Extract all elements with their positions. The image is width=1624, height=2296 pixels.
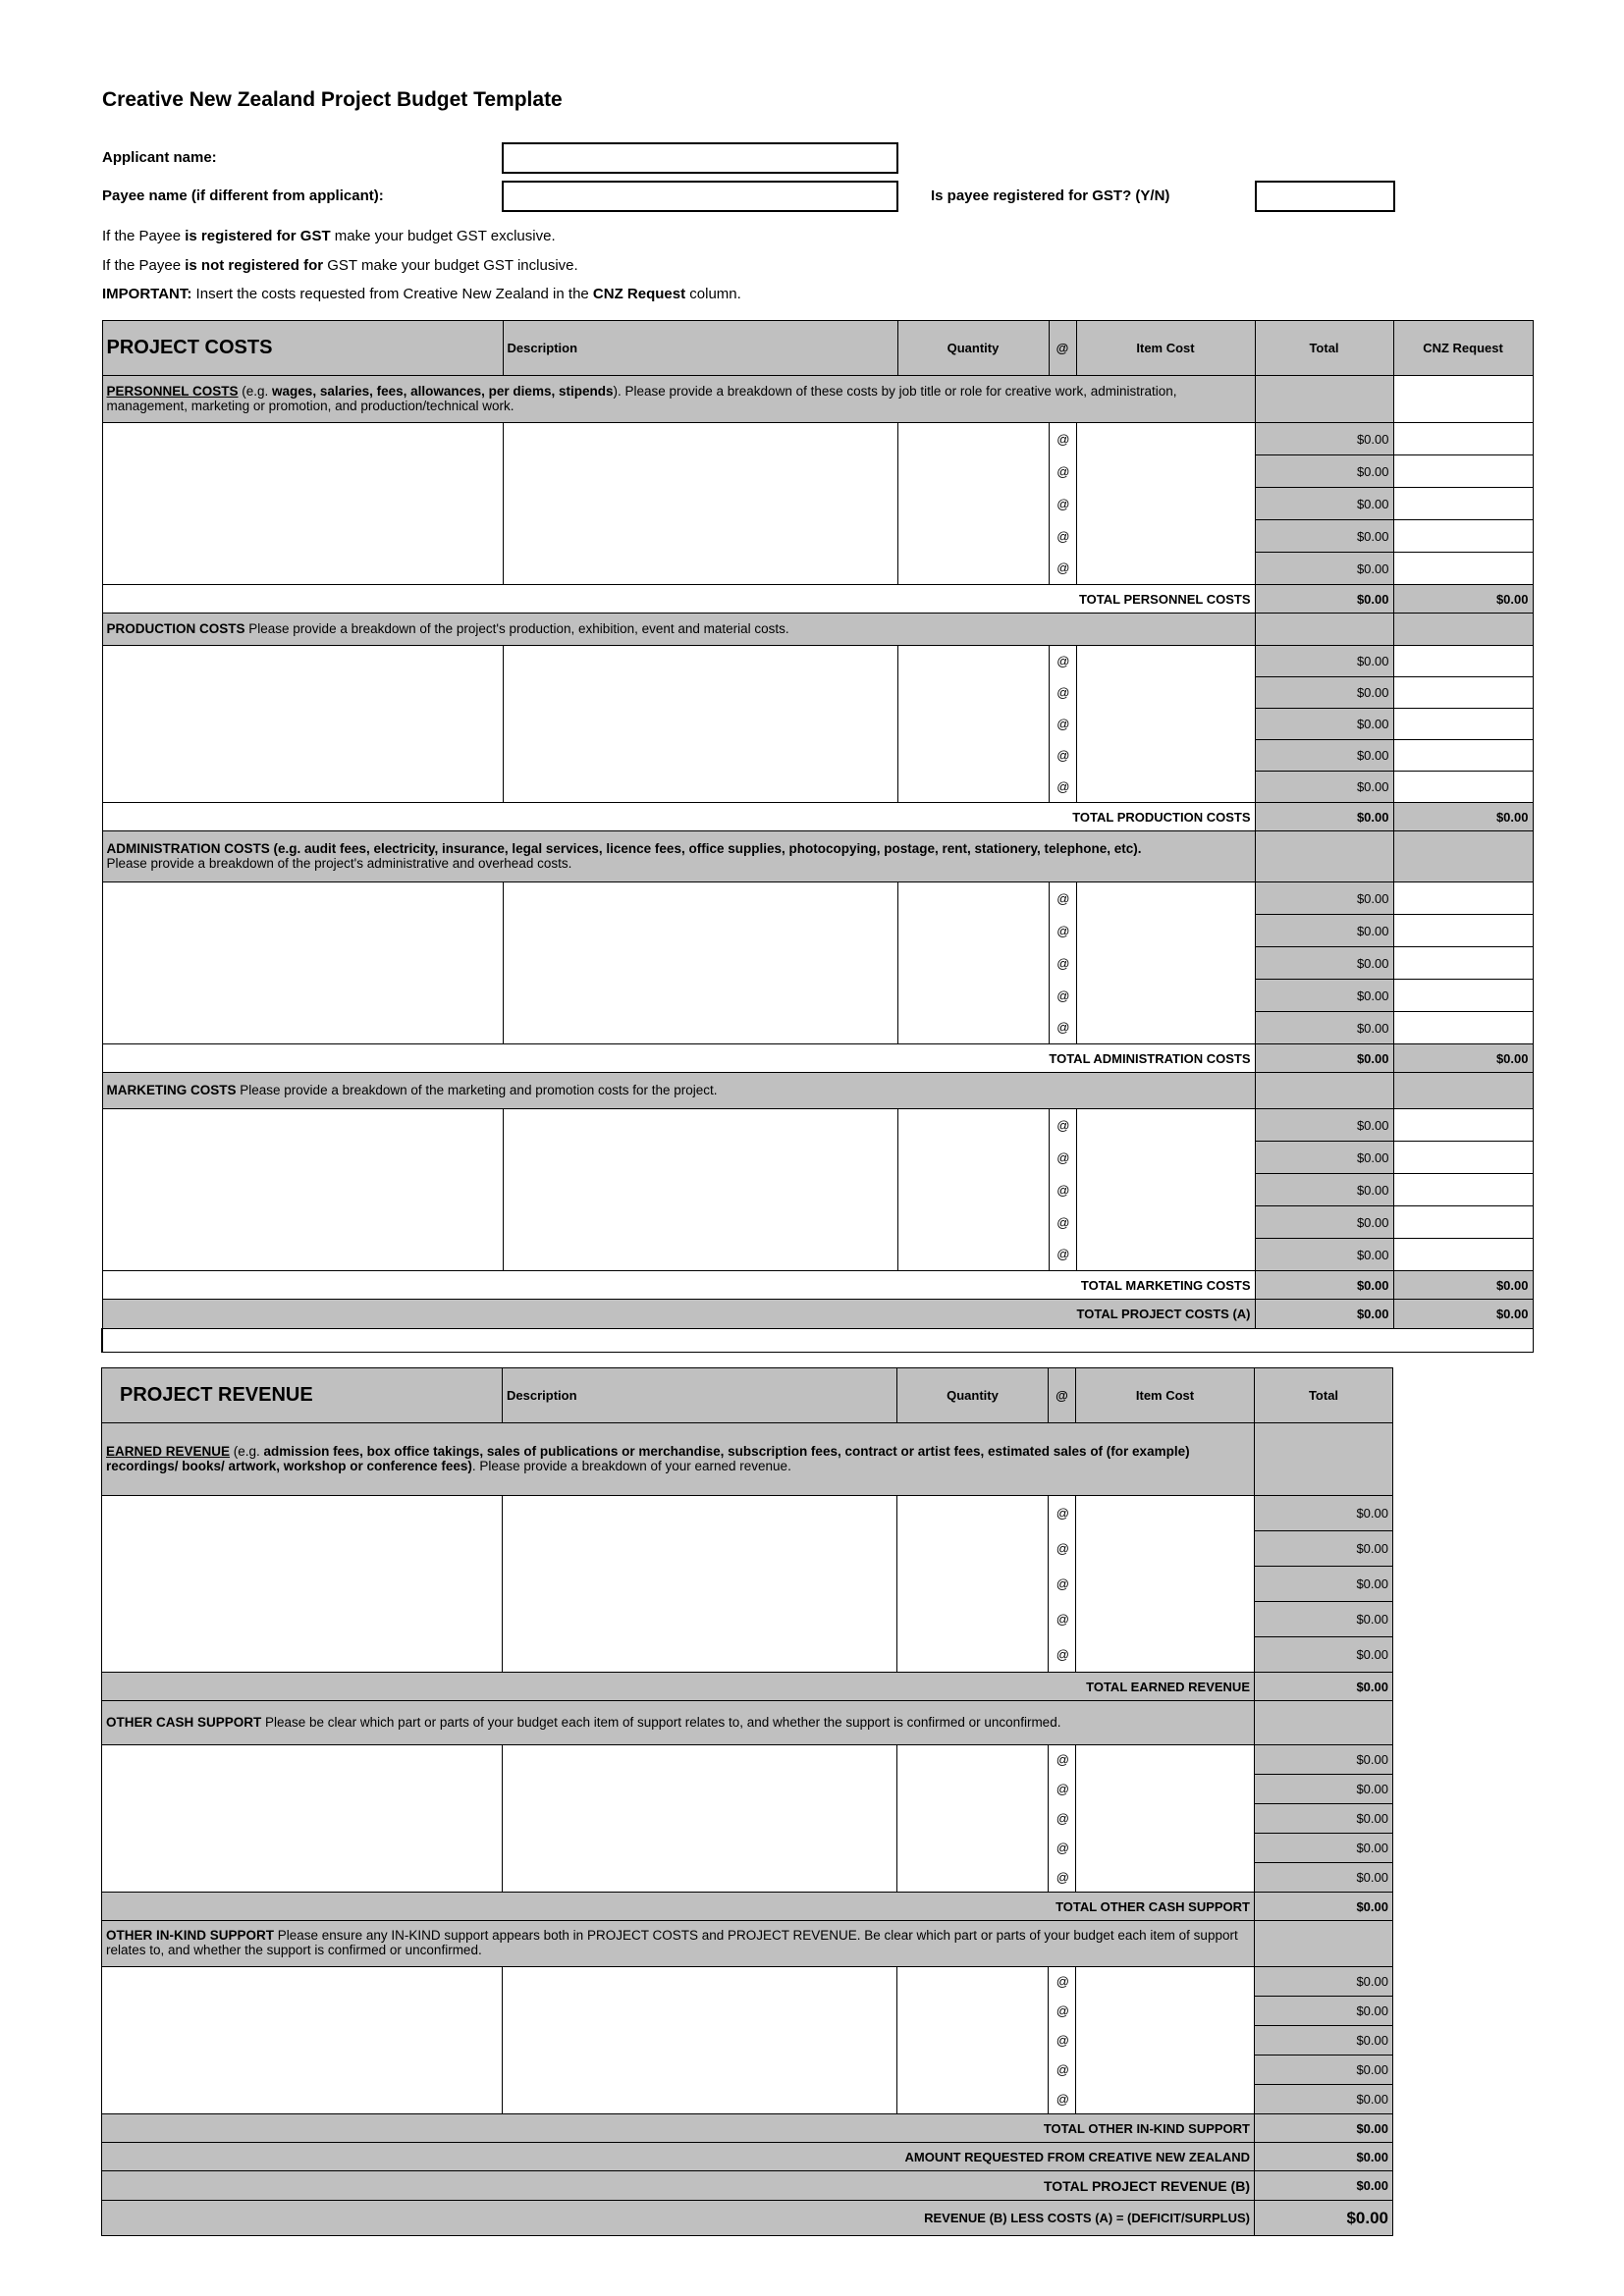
earned-item-input[interactable] xyxy=(102,1496,503,1673)
line-total: $0.00 xyxy=(1255,1804,1393,1834)
at-symbol: @ xyxy=(1049,740,1076,772)
personnel-item-input[interactable] xyxy=(102,423,503,585)
applicant-name-label: Applicant name: xyxy=(102,149,217,166)
production-item-input[interactable] xyxy=(102,646,503,803)
line-total: $0.00 xyxy=(1255,1531,1393,1567)
cnz-request-input[interactable] xyxy=(1393,1109,1533,1142)
line-total: $0.00 xyxy=(1255,677,1393,709)
administration-item-input[interactable] xyxy=(102,882,503,1044)
marketing-quantity-input[interactable] xyxy=(897,1109,1049,1271)
cnz-request-input[interactable] xyxy=(1393,882,1533,915)
line-total: $0.00 xyxy=(1255,2026,1393,2056)
at-symbol: @ xyxy=(1049,1109,1076,1142)
line-total: $0.00 xyxy=(1255,1834,1393,1863)
project-revenue-title: PROJECT REVENUE xyxy=(102,1368,503,1423)
at-symbol: @ xyxy=(1049,1602,1076,1637)
earned-revenue-description: EARNED REVENUE (e.g. admission fees, box office takings, sales of publications or merchandise, subscription fees, contract or artist fees, estimated sales of (for example) recordings/ books/ artwork, workshop or conference fees). Please provide a breakdown of your earned revenue. xyxy=(102,1423,1255,1496)
total-personnel-value: $0.00 xyxy=(1255,585,1393,614)
applicant-name-input[interactable] xyxy=(502,142,898,174)
total-other-cash-value: $0.00 xyxy=(1255,1893,1393,1921)
personnel-description-input[interactable] xyxy=(503,423,897,585)
administration-item-cost-input[interactable] xyxy=(1076,882,1255,1044)
total-marketing-label: TOTAL MARKETING COSTS xyxy=(102,1271,1255,1300)
at-symbol: @ xyxy=(1049,1997,1076,2026)
line-total: $0.00 xyxy=(1255,1997,1393,2026)
col-at: @ xyxy=(1049,321,1076,376)
line-total: $0.00 xyxy=(1255,1775,1393,1804)
total-production-cnz: $0.00 xyxy=(1393,803,1533,831)
line-total: $0.00 xyxy=(1255,455,1393,488)
line-total: $0.00 xyxy=(1255,1174,1393,1206)
cnz-request-input[interactable] xyxy=(1393,488,1533,520)
at-symbol: @ xyxy=(1049,1239,1076,1271)
at-symbol: @ xyxy=(1049,915,1076,947)
line-total: $0.00 xyxy=(1255,947,1393,980)
col-quantity: Quantity xyxy=(897,321,1049,376)
earned-description-input[interactable] xyxy=(503,1496,897,1673)
personnel-quantity-input[interactable] xyxy=(897,423,1049,585)
gst-note-registered: If the Payee is registered for GST make your budget GST exclusive. xyxy=(102,228,556,244)
cnz-request-input[interactable] xyxy=(1393,1239,1533,1271)
gst-registered-input[interactable] xyxy=(1255,181,1395,212)
personnel-costs-description: PERSONNEL COSTS (e.g. wages, salaries, fees, allowances, per diems, stipends). Please provide a breakdown of these costs by job title or role for creative work, administration, management, marketing or promotion, and production/technical work. xyxy=(102,376,1255,423)
marketing-item-input[interactable] xyxy=(102,1109,503,1271)
line-total: $0.00 xyxy=(1255,740,1393,772)
cash-item-input[interactable] xyxy=(102,1745,503,1893)
other-cash-support-description: OTHER CASH SUPPORT Please be clear which part or parts of your budget each item of support relates to, and whether the support is confirmed or unconfirmed. xyxy=(102,1701,1255,1745)
cnz-request-input[interactable] xyxy=(1393,677,1533,709)
marketing-description-input[interactable] xyxy=(503,1109,897,1271)
line-total: $0.00 xyxy=(1255,1012,1393,1044)
total-production-label: TOTAL PRODUCTION COSTS xyxy=(102,803,1255,831)
cnz-request-input[interactable] xyxy=(1393,646,1533,677)
deficit-surplus-label: REVENUE (B) LESS COSTS (A) = (DEFICIT/SURPLUS) xyxy=(102,2201,1255,2236)
at-symbol: @ xyxy=(1049,1967,1076,1997)
production-quantity-input[interactable] xyxy=(897,646,1049,803)
total-administration-cnz: $0.00 xyxy=(1393,1044,1533,1073)
deficit-surplus-value: $0.00 xyxy=(1255,2201,1393,2236)
inkind-item-input[interactable] xyxy=(102,1967,503,2114)
line-total: $0.00 xyxy=(1255,1206,1393,1239)
inkind-item-cost-input[interactable] xyxy=(1076,1967,1255,2114)
at-symbol: @ xyxy=(1049,488,1076,520)
line-total: $0.00 xyxy=(1255,1637,1393,1673)
line-total: $0.00 xyxy=(1255,1745,1393,1775)
administration-description-input[interactable] xyxy=(503,882,897,1044)
inkind-description-input[interactable] xyxy=(503,1967,897,2114)
cnz-request-input[interactable] xyxy=(1393,740,1533,772)
at-symbol: @ xyxy=(1049,2056,1076,2085)
total-earned-value: $0.00 xyxy=(1255,1673,1393,1701)
line-total: $0.00 xyxy=(1255,1967,1393,1997)
at-symbol: @ xyxy=(1049,1637,1076,1673)
line-total: $0.00 xyxy=(1255,1567,1393,1602)
at-symbol: @ xyxy=(1049,2085,1076,2114)
production-item-cost-input[interactable] xyxy=(1076,646,1255,803)
at-symbol: @ xyxy=(1049,1531,1076,1567)
production-costs-description: PRODUCTION COSTS Please provide a breakdown of the project's production, exhibition, event and material costs. xyxy=(102,614,1255,646)
line-total: $0.00 xyxy=(1255,1602,1393,1637)
cash-item-cost-input[interactable] xyxy=(1076,1745,1255,1893)
total-personnel-cnz: $0.00 xyxy=(1393,585,1533,614)
total-project-costs-label: TOTAL PROJECT COSTS (A) xyxy=(102,1300,1255,1329)
marketing-costs-description: MARKETING COSTS Please provide a breakdown of the marketing and promotion costs for the project. xyxy=(102,1073,1255,1109)
line-total: $0.00 xyxy=(1255,1863,1393,1893)
at-symbol: @ xyxy=(1049,2026,1076,2056)
total-personnel-label: TOTAL PERSONNEL COSTS xyxy=(102,585,1255,614)
at-symbol: @ xyxy=(1049,520,1076,553)
at-symbol: @ xyxy=(1049,1745,1076,1775)
line-total: $0.00 xyxy=(1255,423,1393,455)
at-symbol: @ xyxy=(1049,1012,1076,1044)
cash-quantity-input[interactable] xyxy=(897,1745,1049,1893)
col-description: Description xyxy=(503,321,897,376)
gst-note-not-registered: If the Payee is not registered for GST make your budget GST inclusive. xyxy=(102,257,578,274)
line-total: $0.00 xyxy=(1255,1496,1393,1531)
administration-costs-description: ADMINISTRATION COSTS (e.g. audit fees, electricity, insurance, legal services, licence fees, office supplies, photocopying, postage, rent, stationery, telephone, etc). Please provide a breakdown of the project's administrative and overhead costs. xyxy=(102,831,1255,882)
total-project-revenue-label: TOTAL PROJECT REVENUE (B) xyxy=(102,2171,1255,2201)
gst-registered-label: Is payee registered for GST? (Y/N) xyxy=(931,187,1170,204)
at-symbol: @ xyxy=(1049,423,1076,455)
cnz-request-input[interactable] xyxy=(1393,772,1533,803)
at-symbol: @ xyxy=(1049,1567,1076,1602)
total-earned-label: TOTAL EARNED REVENUE xyxy=(102,1673,1255,1701)
col-cnz-request: CNZ Request xyxy=(1393,321,1533,376)
project-costs-table xyxy=(101,320,1534,1353)
at-symbol: @ xyxy=(1049,1496,1076,1531)
line-total: $0.00 xyxy=(1255,882,1393,915)
total-project-costs-value: $0.00 xyxy=(1255,1300,1393,1329)
cnz-request-input[interactable] xyxy=(1393,947,1533,980)
at-symbol: @ xyxy=(1049,980,1076,1012)
amount-requested-value: $0.00 xyxy=(1255,2143,1393,2171)
at-symbol: @ xyxy=(1049,1775,1076,1804)
col-total: Total xyxy=(1255,321,1393,376)
rev-col-description: Description xyxy=(503,1368,897,1423)
page-title: Creative New Zealand Project Budget Template xyxy=(102,88,563,111)
cnz-request-input[interactable] xyxy=(1393,1206,1533,1239)
rev-col-quantity: Quantity xyxy=(897,1368,1049,1423)
total-production-value: $0.00 xyxy=(1255,803,1393,831)
at-symbol: @ xyxy=(1049,882,1076,915)
cnz-request-input[interactable] xyxy=(1393,709,1533,740)
col-item-cost: Item Cost xyxy=(1076,321,1255,376)
administration-quantity-input[interactable] xyxy=(897,882,1049,1044)
at-symbol: @ xyxy=(1049,677,1076,709)
cash-description-input[interactable] xyxy=(503,1745,897,1893)
rev-col-item-cost: Item Cost xyxy=(1076,1368,1255,1423)
total-marketing-value: $0.00 xyxy=(1255,1271,1393,1300)
line-total: $0.00 xyxy=(1255,1142,1393,1174)
at-symbol: @ xyxy=(1049,553,1076,585)
personnel-item-cost-input[interactable] xyxy=(1076,423,1255,585)
total-in-kind-label: TOTAL OTHER IN-KIND SUPPORT xyxy=(102,2114,1255,2143)
production-description-input[interactable] xyxy=(503,646,897,803)
cnz-request-input[interactable] xyxy=(1393,455,1533,488)
project-revenue-table xyxy=(101,1367,1393,2236)
at-symbol: @ xyxy=(1049,1206,1076,1239)
marketing-item-cost-input[interactable] xyxy=(1076,1109,1255,1271)
line-total: $0.00 xyxy=(1255,553,1393,585)
total-project-costs-cnz: $0.00 xyxy=(1393,1300,1533,1329)
total-administration-label: TOTAL ADMINISTRATION COSTS xyxy=(102,1044,1255,1073)
line-total: $0.00 xyxy=(1255,980,1393,1012)
cnz-request-input[interactable] xyxy=(1393,915,1533,947)
total-project-revenue-value: $0.00 xyxy=(1255,2171,1393,2201)
cnz-request-input[interactable] xyxy=(1393,980,1533,1012)
line-total: $0.00 xyxy=(1255,1239,1393,1271)
payee-name-input[interactable] xyxy=(502,181,898,212)
line-total: $0.00 xyxy=(1255,709,1393,740)
total-other-cash-label: TOTAL OTHER CASH SUPPORT xyxy=(102,1893,1255,1921)
at-symbol: @ xyxy=(1049,646,1076,677)
inkind-quantity-input[interactable] xyxy=(897,1967,1049,2114)
earned-item-cost-input[interactable] xyxy=(1076,1496,1255,1673)
cnz-request-input[interactable] xyxy=(1393,423,1533,455)
at-symbol: @ xyxy=(1049,947,1076,980)
cnz-request-input[interactable] xyxy=(1393,1174,1533,1206)
at-symbol: @ xyxy=(1049,1834,1076,1863)
rev-col-total: Total xyxy=(1255,1368,1393,1423)
cnz-request-input[interactable] xyxy=(1393,1012,1533,1044)
at-symbol: @ xyxy=(1049,709,1076,740)
important-note: IMPORTANT: Insert the costs requested from Creative New Zealand in the CNZ Request column. xyxy=(102,286,741,302)
total-administration-value: $0.00 xyxy=(1255,1044,1393,1073)
cnz-request-input[interactable] xyxy=(1393,520,1533,553)
line-total: $0.00 xyxy=(1255,646,1393,677)
rev-col-at: @ xyxy=(1049,1368,1076,1423)
earned-quantity-input[interactable] xyxy=(897,1496,1049,1673)
line-total: $0.00 xyxy=(1255,915,1393,947)
at-symbol: @ xyxy=(1049,1174,1076,1206)
project-costs-title: PROJECT COSTS xyxy=(102,321,503,376)
line-total: $0.00 xyxy=(1255,488,1393,520)
other-in-kind-support-description: OTHER IN-KIND SUPPORT Please ensure any IN-KIND support appears both in PROJECT COSTS and PROJECT REVENUE. Be clear which part or parts of your budget each item of support relates to, and whether the support is confirmed or unconfirmed. xyxy=(102,1921,1255,1967)
at-symbol: @ xyxy=(1049,1863,1076,1893)
cnz-request-input[interactable] xyxy=(1393,553,1533,585)
total-marketing-cnz: $0.00 xyxy=(1393,1271,1533,1300)
line-total: $0.00 xyxy=(1255,772,1393,803)
line-total: $0.00 xyxy=(1255,1109,1393,1142)
at-symbol: @ xyxy=(1049,1142,1076,1174)
payee-name-label: Payee name (if different from applicant): xyxy=(102,187,384,204)
at-symbol: @ xyxy=(1049,772,1076,803)
at-symbol: @ xyxy=(1049,1804,1076,1834)
line-total: $0.00 xyxy=(1255,2085,1393,2114)
total-in-kind-value: $0.00 xyxy=(1255,2114,1393,2143)
line-total: $0.00 xyxy=(1255,520,1393,553)
cnz-request-input[interactable] xyxy=(1393,1142,1533,1174)
at-symbol: @ xyxy=(1049,455,1076,488)
line-total: $0.00 xyxy=(1255,2056,1393,2085)
amount-requested-label: AMOUNT REQUESTED FROM CREATIVE NEW ZEALAND xyxy=(102,2143,1255,2171)
